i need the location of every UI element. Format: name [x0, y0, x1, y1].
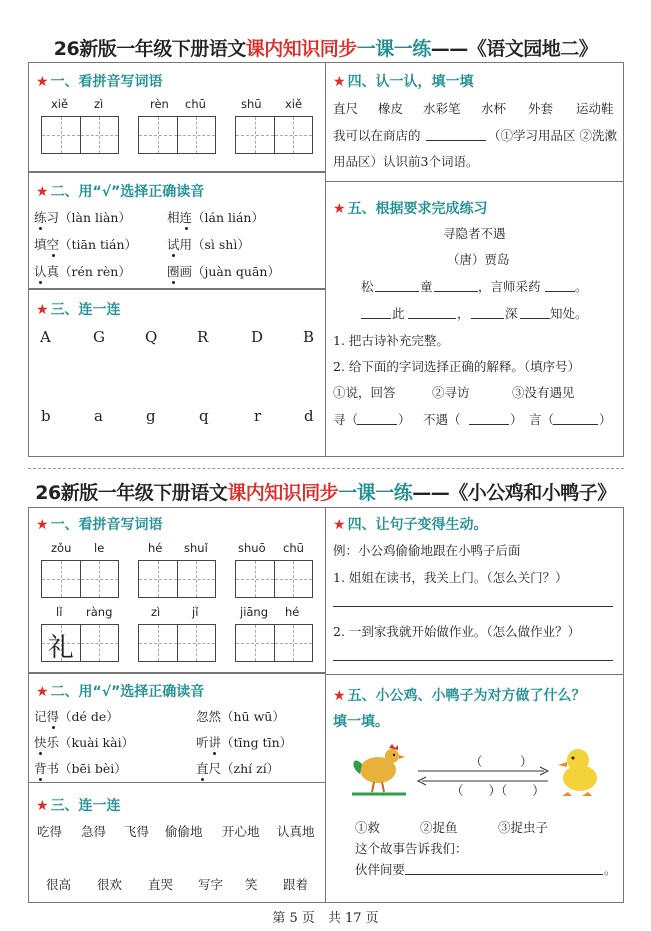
- poem-text: 深: [505, 306, 518, 321]
- option: ②寻访: [432, 385, 470, 400]
- choice-item[interactable]: 圈画（juàn quān）: [167, 264, 280, 279]
- pinyin: shuō: [238, 541, 266, 555]
- fill-label: ）: [599, 412, 612, 427]
- star-icon: ★: [36, 74, 49, 90]
- pinyin: hé: [285, 605, 300, 619]
- match-word[interactable]: 跟着: [283, 877, 309, 892]
- section-heading-cont: 填一填。: [333, 714, 389, 730]
- section-heading: ★ 二、用“√”选择正确读音: [36, 684, 205, 700]
- prompt-text: 这个故事告诉我们：: [355, 841, 468, 856]
- star-icon: ★: [36, 517, 49, 533]
- emphasis-dot: [52, 726, 55, 729]
- match-letter[interactable]: B: [303, 328, 315, 346]
- question: 2. 一到家我就开始做作业。（怎么做作业？）: [333, 624, 581, 639]
- word: 直尺: [333, 101, 359, 116]
- option: ②捉鱼: [420, 820, 458, 835]
- match-letter[interactable]: a: [94, 407, 103, 425]
- writing-grid[interactable]: [41, 116, 119, 154]
- pinyin: jǐ: [192, 605, 199, 619]
- fill-label: ）: [510, 412, 523, 427]
- writing-grid[interactable]: [138, 560, 216, 598]
- answer-blank[interactable]: [375, 291, 419, 292]
- match-letter[interactable]: R: [197, 328, 209, 346]
- writing-grid[interactable]: [235, 116, 313, 154]
- pinyin: rèn: [150, 97, 169, 111]
- fill-label: 言（: [529, 412, 555, 427]
- star-icon: ★: [36, 184, 49, 200]
- poem-author: （唐）贾岛: [447, 252, 510, 267]
- match-letter[interactable]: q: [199, 407, 209, 425]
- writing-grid[interactable]: [41, 560, 119, 598]
- prompt-text: 用品区）认识前3个词语。: [333, 154, 479, 169]
- prompt-text: （①学习用品区 ②洗漱: [488, 128, 617, 143]
- answer-blank[interactable]: [361, 318, 391, 319]
- star-icon: ★: [333, 201, 346, 217]
- page-divider: [28, 468, 624, 469]
- poem-title: 寻隐者不遇: [443, 226, 506, 241]
- poem-text: 知处。: [550, 306, 588, 321]
- match-word[interactable]: 认真地: [277, 824, 315, 839]
- choice-item[interactable]: 试用（sì shì）: [167, 237, 250, 252]
- star-icon: ★: [333, 517, 346, 533]
- pinyin: chū: [185, 97, 206, 111]
- section-heading: ★ 四、让句子变得生动。: [333, 517, 488, 533]
- section-heading: ★ 三、连一连: [36, 302, 121, 318]
- pinyin: hé: [148, 541, 163, 555]
- rooster-illustration-icon: [348, 742, 410, 797]
- emphasis-dot: [172, 254, 175, 257]
- choice-item[interactable]: 相连（lán lián）: [167, 210, 264, 225]
- emphasis-dot: [39, 227, 42, 230]
- star-icon: ★: [36, 302, 49, 318]
- answer-blank[interactable]: [469, 424, 509, 425]
- section-heading: ★ 五、根据要求完成练习: [333, 201, 488, 217]
- answer-blank[interactable]: [357, 424, 397, 425]
- match-letter[interactable]: G: [93, 328, 105, 346]
- prompt-period: 。: [604, 862, 617, 877]
- match-word[interactable]: 直哭: [148, 877, 174, 892]
- emphasis-dot: [52, 254, 55, 257]
- pinyin: xiě: [285, 97, 303, 111]
- match-word[interactable]: 偷偷地: [165, 824, 203, 839]
- match-word[interactable]: 开心地: [222, 824, 260, 839]
- choice-item[interactable]: 快乐（kuài kài）: [34, 735, 135, 750]
- match-word[interactable]: 写字: [198, 877, 224, 892]
- choice-item[interactable]: 听讲（tīng tīn）: [196, 735, 293, 750]
- word: 水彩笔: [423, 101, 461, 116]
- pinyin: jiāng: [240, 605, 269, 619]
- question: 2. 给下面的字词选择正确的解释。（填序号）: [333, 359, 581, 374]
- answer-line[interactable]: [333, 606, 613, 607]
- match-letter[interactable]: A: [40, 328, 51, 346]
- writing-grid[interactable]: [138, 116, 216, 154]
- poem-text: 松: [361, 279, 374, 294]
- option: ①说，回答: [333, 385, 396, 400]
- writing-grid[interactable]: [138, 624, 216, 662]
- fill-label: ）: [398, 412, 411, 427]
- poem-text: 此: [392, 306, 405, 321]
- match-letter[interactable]: D: [251, 328, 264, 346]
- answer-paren[interactable]: （ ）（ ）: [451, 783, 545, 798]
- answer-blank[interactable]: [545, 291, 575, 292]
- match-word[interactable]: 很高: [46, 877, 72, 892]
- pinyin: le: [94, 541, 105, 555]
- worksheet-title-2: 26新版一年级下册语文课内知识同步一课一练——《小公鸡和小鸭子》: [35, 482, 616, 504]
- match-word[interactable]: 急得: [81, 824, 107, 839]
- answer-blank[interactable]: [408, 318, 456, 319]
- word: 运动鞋: [576, 101, 614, 116]
- fill-label: 寻（: [333, 412, 359, 427]
- answer-blank[interactable]: [405, 874, 603, 875]
- option: ③没有遇见: [512, 385, 575, 400]
- star-icon: ★: [36, 684, 49, 700]
- poem-text: ，: [457, 306, 470, 321]
- emphasis-dot: [185, 227, 188, 230]
- fill-label: 不遇（: [423, 412, 461, 427]
- match-letter[interactable]: g: [146, 407, 156, 425]
- match-letter[interactable]: b: [41, 407, 51, 425]
- emphasis-dot: [213, 752, 216, 755]
- duckling-illustration-icon: [548, 742, 608, 800]
- pinyin: lǐ: [56, 605, 63, 619]
- match-letter[interactable]: r: [254, 407, 262, 425]
- option: ①救: [355, 820, 381, 835]
- emphasis-dot: [39, 281, 42, 284]
- emphasis-dot: [39, 752, 42, 755]
- match-word[interactable]: 飞得: [124, 824, 150, 839]
- star-icon: ★: [36, 798, 49, 814]
- example-sentence: 例：小公鸡偷偷地跟在小鸭子后面: [333, 543, 521, 558]
- match-word[interactable]: 吃得: [37, 824, 63, 839]
- choice-item[interactable]: 练习（làn liàn）: [34, 210, 131, 225]
- word: 外套: [528, 101, 554, 116]
- poem-text: ，言师采药: [478, 279, 541, 294]
- section-heading: ★ 三、连一连: [36, 798, 121, 814]
- question: 1. 把古诗补充完整。: [333, 333, 449, 348]
- pinyin: zì: [94, 97, 104, 111]
- pinyin: zì: [151, 605, 161, 619]
- star-icon: ★: [333, 688, 346, 704]
- pinyin: shuǐ: [184, 541, 208, 555]
- match-word[interactable]: 很欢: [97, 877, 123, 892]
- writing-grid[interactable]: [235, 560, 313, 598]
- answer-blank[interactable]: [426, 140, 486, 141]
- emphasis-dot: [201, 778, 204, 781]
- section-heading: ★ 四、认一认，填一填: [333, 74, 474, 90]
- word: 水杯: [481, 101, 507, 116]
- answer-blank[interactable]: [434, 291, 478, 292]
- page-footer: 第 5 页 共 17 页: [272, 911, 379, 926]
- section-heading: ★ 二、用“√”选择正确读音: [36, 184, 205, 200]
- emphasis-dot: [172, 281, 175, 284]
- answer-blank[interactable]: [553, 424, 598, 425]
- poem-text: 。: [575, 279, 588, 294]
- choice-item[interactable]: 背书（bēi bèi）: [34, 761, 127, 776]
- choice-item[interactable]: 忽然（hū wū）: [196, 709, 285, 724]
- section-heading: ★ 五、小公鸡、小鸭子为对方做了什么？: [333, 688, 586, 704]
- pinyin: ràng: [86, 605, 113, 619]
- match-word[interactable]: 笑: [245, 877, 258, 892]
- question: 1. 姐姐在读书，我关上门。（怎么关门？）: [333, 570, 568, 585]
- answer-blank[interactable]: [520, 318, 550, 319]
- answer-paren[interactable]: （ ）: [470, 754, 533, 769]
- pinyin: chū: [283, 541, 304, 555]
- worksheet-title-1: 26新版一年级下册语文课内知识同步一课一练——《语文园地二》: [53, 38, 598, 60]
- section-heading: ★ 一、看拼音写词语: [36, 517, 163, 533]
- prompt-text: 我可以在商店的: [333, 128, 421, 143]
- poem-text: 童: [420, 279, 433, 294]
- answer-blank[interactable]: [471, 318, 504, 319]
- choice-item[interactable]: 填空（tiān tián）: [34, 237, 138, 252]
- choice-item[interactable]: 直尺（zhí zí）: [196, 761, 280, 776]
- star-icon: ★: [333, 74, 346, 90]
- choice-item[interactable]: 认真（rén rèn）: [34, 264, 131, 279]
- pinyin: shū: [241, 97, 262, 111]
- word: 橡皮: [378, 101, 404, 116]
- match-letter[interactable]: Q: [145, 328, 158, 346]
- emphasis-dot: [39, 778, 42, 781]
- answer-line[interactable]: [333, 660, 613, 661]
- section-heading: ★ 一、看拼音写词语: [36, 74, 163, 90]
- pinyin: zǒu: [51, 541, 72, 555]
- given-character: 礼: [47, 633, 74, 663]
- writing-grid[interactable]: [41, 624, 119, 662]
- match-letter[interactable]: d: [304, 407, 314, 425]
- writing-grid[interactable]: [235, 624, 313, 662]
- choice-item[interactable]: 记得（dé de）: [34, 709, 119, 724]
- pinyin: xiě: [51, 97, 69, 111]
- prompt-text: 伙伴间要: [355, 862, 406, 877]
- option: ③捉虫子: [498, 820, 549, 835]
